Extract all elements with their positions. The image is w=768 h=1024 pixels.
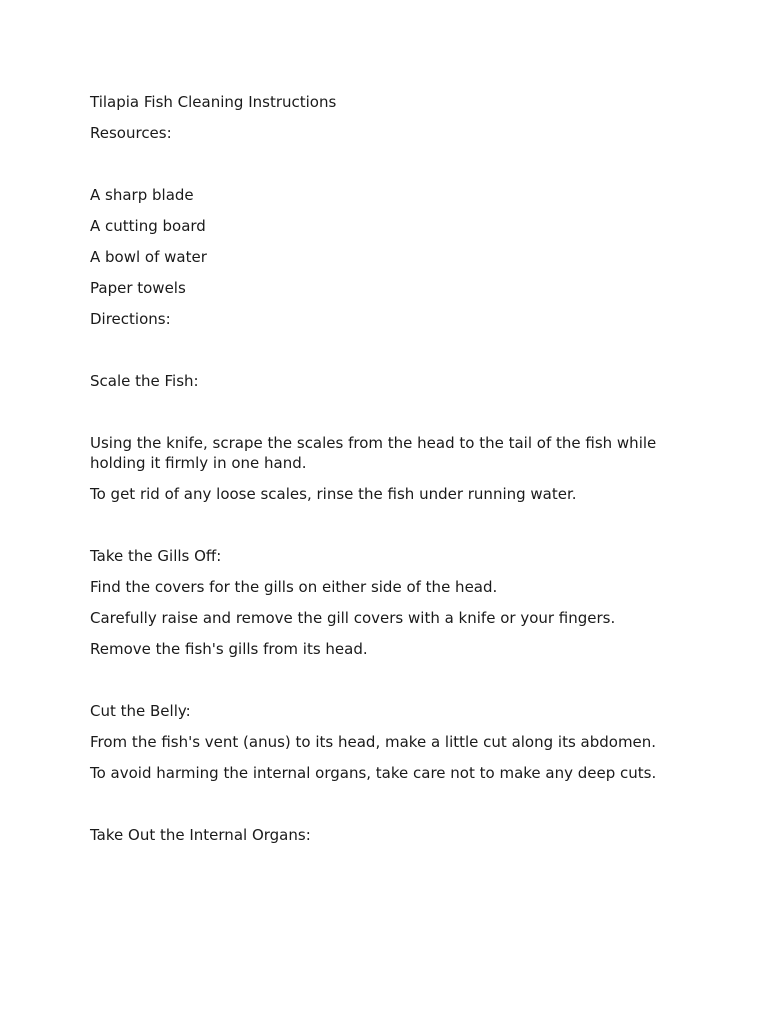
section-heading-organs: Take Out the Internal Organs:	[90, 826, 311, 844]
resource-item: A bowl of water	[90, 248, 207, 266]
section-heading-scale: Scale the Fish:	[90, 372, 199, 390]
spacer	[90, 794, 680, 825]
step-text: Find the covers for the gills on either side of the head.	[90, 578, 498, 596]
section-heading-gills: Take the Gills Off:	[90, 547, 222, 565]
resource-item: A cutting board	[90, 217, 206, 235]
section-heading-belly: Cut the Belly:	[90, 702, 191, 720]
resource-item: A sharp blade	[90, 186, 194, 204]
step-text: To avoid harming the internal organs, take care not to make any deep cuts.	[90, 764, 657, 782]
spacer	[90, 402, 680, 433]
step-text: Carefully raise and remove the gill covers with a knife or your fingers.	[90, 609, 616, 627]
document-title: Tilapia Fish Cleaning Instructions	[90, 93, 337, 111]
spacer	[90, 154, 680, 185]
spacer	[90, 340, 680, 371]
spacer	[90, 515, 680, 546]
directions-heading: Directions:	[90, 310, 171, 328]
resources-heading: Resources:	[90, 124, 172, 142]
document-body	[90, 92, 680, 856]
step-text: From the fish's vent (anus) to its head, make a little cut along its abdomen.	[90, 733, 657, 751]
resource-item: Paper towels	[90, 279, 186, 297]
step-text: Using the knife, scrape the scales from the head to the tail of the fish while holding it firmly in one hand.	[90, 434, 657, 472]
step-text: To get rid of any loose scales, rinse the fish under running water.	[90, 485, 577, 503]
step-text: Remove the fish's gills from its head.	[90, 640, 368, 658]
spacer	[90, 670, 680, 701]
